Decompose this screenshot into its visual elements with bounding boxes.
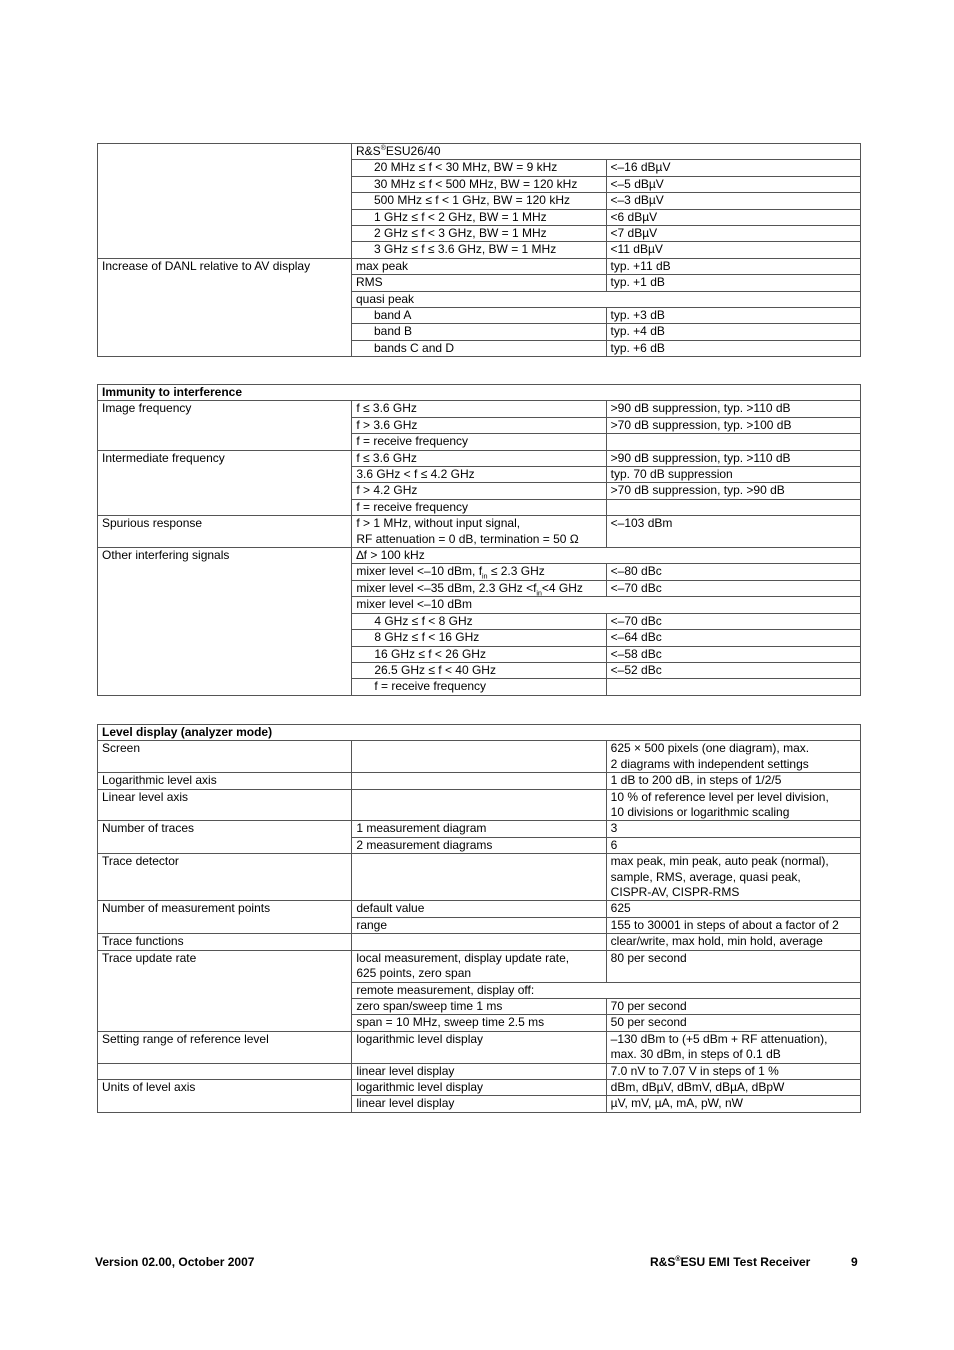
product-prefix: R&S [650,1255,676,1269]
table-cell: 155 to 30001 in steps of about a factor of 2 [606,917,860,933]
model-suffix: ESU26/40 [385,144,441,158]
row-label: Spurious response [98,516,352,548]
table-cell [352,773,606,789]
section-header: Level display (analyzer mode) [98,725,861,741]
text-part: mixer level <–35 dBm, 2.3 GHz <f [356,580,537,595]
table-cell: typ. +4 dB [606,324,861,340]
subscript: in [482,573,488,581]
table-cell: <–58 dBc [606,646,860,662]
table-row [98,144,861,160]
table-cell: band B [352,324,607,340]
table-cell: >70 dB suppression, typ. >90 dB [606,483,860,499]
spec-table-level-display [97,724,861,1113]
table-cell: <–5 dBµV [606,176,861,192]
table-row [98,385,861,401]
row-label: Units of level axis [98,1079,352,1112]
table-cell: bands C and D [352,340,607,356]
table-cell: 10 % of reference level per level division, 10 divisions or logarithmic scaling [606,789,860,821]
subscript: in [536,590,542,598]
table-cell: typ. 70 dB suppression [606,467,860,483]
table-cell: <–70 dBc [606,580,860,596]
table-cell: 70 per second [606,998,860,1014]
table-cell: 8 GHz ≤ f < 16 GHz [352,630,606,646]
table-cell: range [352,917,606,933]
table-cell: 30 MHz ≤ f < 500 MHz, BW = 120 kHz [352,176,607,192]
table-cell: 2 measurement diagrams [352,837,606,853]
table-cell: 3 GHz ≤ f ≤ 3.6 GHz, BW = 1 MHz [352,242,607,258]
table-cell: 16 GHz ≤ f < 26 GHz [352,646,606,662]
product-suffix: ESU EMI Test Receiver [680,1255,811,1269]
footer-product [650,1255,810,1269]
table-cell: default value [352,901,606,917]
registered-mark: ® [380,145,386,152]
table-cell: <–52 dBc [606,662,860,678]
table-cell: 1 dB to 200 dB, in steps of 1/2/5 [606,773,860,789]
table-cell [352,789,606,821]
registered-mark: ® [675,1256,681,1263]
table-cell: max peak [352,258,607,274]
table-cell: typ. +1 dB [606,275,861,291]
table-cell: linear level display [352,1096,606,1112]
model-prefix: R&S [356,144,381,158]
table-cell: <6 dBµV [606,209,861,225]
table-row [98,1079,861,1095]
table-cell: <7 dBµV [606,226,861,242]
table-cell: typ. +11 dB [606,258,861,274]
table-row [98,789,861,821]
table-cell: quasi peak [352,291,861,307]
table-cell: 7.0 nV to 7.07 V in steps of 1 % [606,1063,860,1079]
table-cell: 6 [606,837,860,853]
row-label: Screen [98,741,352,773]
table-cell: f > 3.6 GHz [352,417,606,433]
table-cell: dBm, dBµV, dBmV, dBµA, dBpW [606,1079,860,1095]
text-part: <4 GHz [541,580,583,595]
table-cell: clear/write, max hold, min hold, average [606,934,860,950]
table-cell: <–3 dBµV [606,193,861,209]
table-cell: ∆f > 100 kHz [352,548,861,564]
table-cell: >90 dB suppression, typ. >110 dB [606,450,860,466]
table-row [98,516,861,548]
table-row [98,1031,861,1063]
table-row [98,773,861,789]
table-cell: f = receive frequency [352,679,606,695]
table-cell [606,499,860,515]
table-cell: max peak, min peak, auto peak (normal), sample, RMS, average, quasi peak, CISPR-AV, CISPR-RMS [606,854,860,901]
text-part: mixer level <–10 dBm, f [356,564,483,579]
table-cell: <–16 dBµV [606,160,861,176]
table-row [98,950,861,982]
row-label: Setting range of reference level [98,1031,352,1063]
table-cell: <–80 dBc [606,564,860,580]
section-header: Immunity to interference [98,385,861,401]
table-cell: band A [352,308,607,324]
table-cell: f > 1 MHz, without input signal, RF attenuation = 0 dB, termination = 50 Ω [352,516,606,548]
row-label: Number of measurement points [98,901,352,934]
table-row [98,934,861,950]
row-label: Image frequency [98,401,352,450]
table-cell: 80 per second [606,950,860,982]
spec-table-immunity [97,384,861,696]
table-cell: logarithmic level display [352,1079,606,1095]
table-cell: f ≤ 3.6 GHz [352,401,606,417]
table-cell [352,564,606,580]
model-cell [352,144,861,160]
table-cell: mixer level <–10 dBm [352,597,861,613]
table-cell: span = 10 MHz, sweep time 2.5 ms [352,1015,606,1031]
row-label: Trace update rate [98,950,352,1031]
table-cell [98,1063,352,1079]
page-number: 9 [851,1255,858,1269]
table-cell: RMS [352,275,607,291]
table-row [98,1063,861,1079]
row-label: Number of traces [98,821,352,854]
table-cell: <–70 dBc [606,613,860,629]
table-row [98,854,861,901]
row-label: Increase of DANL relative to AV display [98,258,352,356]
table-cell: local measurement, display update rate, 625 points, zero span [352,950,606,982]
table-cell: 625 × 500 pixels (one diagram), max. 2 diagrams with independent settings [606,741,860,773]
table-cell: –130 dBm to (+5 dBm + RF attenuation), max. 30 dBm, in steps of 0.1 dB [606,1031,860,1063]
table-cell [606,679,860,695]
table-cell: <–64 dBc [606,630,860,646]
table-cell: f ≤ 3.6 GHz [352,450,606,466]
table-cell: logarithmic level display [352,1031,606,1063]
table-cell: f > 4.2 GHz [352,483,606,499]
table-cell: remote measurement, display off: [352,982,861,998]
table-row [98,821,861,837]
table-cell [98,144,352,259]
table-cell: typ. +3 dB [606,308,861,324]
row-label: Intermediate frequency [98,450,352,516]
row-label: Linear level axis [98,789,352,821]
table-cell: 500 MHz ≤ f < 1 GHz, BW = 120 kHz [352,193,607,209]
table-row [98,258,861,274]
table-row [98,725,861,741]
table-row [98,548,861,564]
table-cell: 2 GHz ≤ f < 3 GHz, BW = 1 MHz [352,226,607,242]
row-label: Trace detector [98,854,352,901]
table-cell [352,580,606,596]
table-cell: typ. +6 dB [606,340,861,356]
table-cell: 1 measurement diagram [352,821,606,837]
table-cell: zero span/sweep time 1 ms [352,998,606,1014]
table-cell: 1 GHz ≤ f < 2 GHz, BW = 1 MHz [352,209,607,225]
table-cell: 4 GHz ≤ f < 8 GHz [352,613,606,629]
table-cell: <–103 dBm [606,516,860,548]
table-cell [352,934,606,950]
row-label: Logarithmic level axis [98,773,352,789]
table-cell: <11 dBµV [606,242,861,258]
table-row [98,401,861,417]
table-cell: f = receive frequency [352,499,606,515]
table-cell: 50 per second [606,1015,860,1031]
table-row [98,450,861,466]
row-label: Other interfering signals [98,548,352,696]
table-cell: 625 [606,901,860,917]
table-cell: µV, mV, µA, mA, pW, nW [606,1096,860,1112]
table-row [98,901,861,917]
table-row [98,741,861,773]
table-cell: 26.5 GHz ≤ f < 40 GHz [352,662,606,678]
spec-table-danl [97,143,861,357]
table-cell: >90 dB suppression, typ. >110 dB [606,401,860,417]
text-part: ≤ 2.3 GHz [487,564,545,579]
table-cell [352,741,606,773]
table-cell: >70 dB suppression, typ. >100 dB [606,417,860,433]
table-cell: f = receive frequency [352,434,606,450]
row-label: Trace functions [98,934,352,950]
table-cell: 3 [606,821,860,837]
table-cell: linear level display [352,1063,606,1079]
table-cell: 3.6 GHz < f ≤ 4.2 GHz [352,467,606,483]
table-cell [606,434,860,450]
table-cell [352,854,606,901]
footer-version: Version 02.00, October 2007 [95,1255,255,1269]
table-cell: 20 MHz ≤ f < 30 MHz, BW = 9 kHz [352,160,607,176]
